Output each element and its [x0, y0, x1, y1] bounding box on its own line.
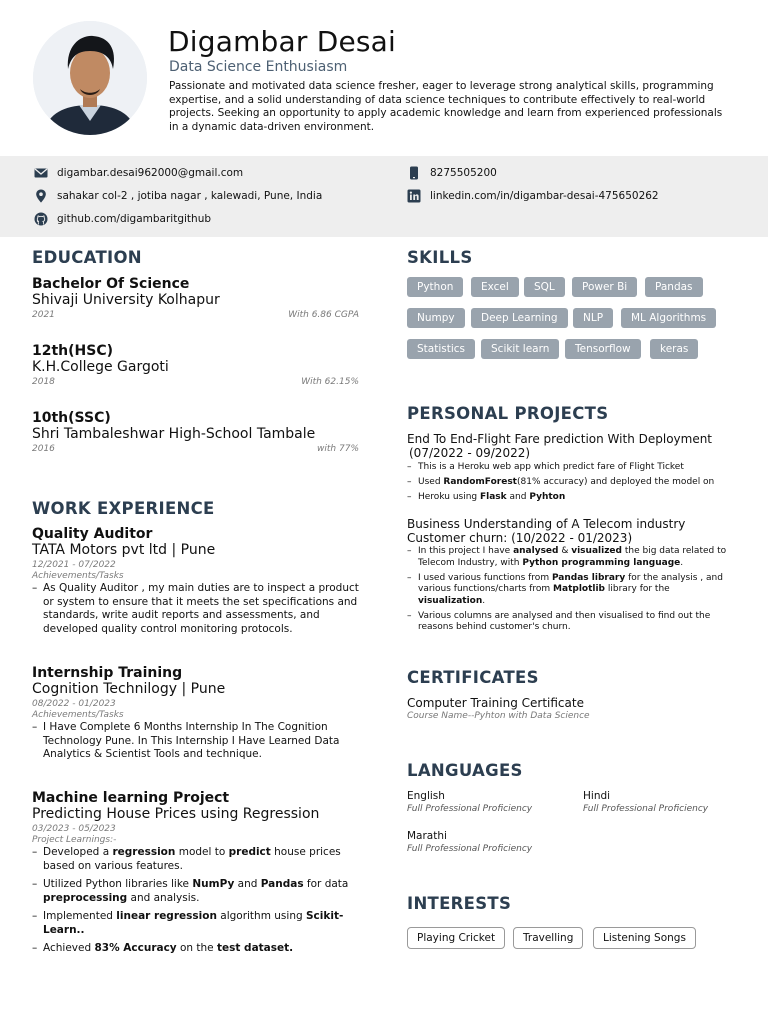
email-text: digambar.desai962000@gmail.com — [57, 167, 244, 179]
job-sublabel: Project Learnings:- — [32, 835, 117, 845]
profile-summary: Passionate and motivated data science fresher, eager to leverage strong analytical skills, programming expertise, and a solid understanding of data science techniques to contribute effectively to real-world projects. Seeking an opportunity to apply academic knowledge and learn from experienced professionals in a dynamic data-driven environment. — [169, 80, 723, 133]
language-item — [583, 790, 708, 814]
project-item — [407, 517, 737, 637]
degree-title: 12th(HSC) — [32, 343, 114, 359]
bullet-item: – Used RandomForest(81% accuracy) and deployed the model on — [407, 477, 737, 489]
job-role: Machine learning Project — [32, 790, 230, 806]
bullet-item: – Heroku using Flask and Pyhton — [407, 492, 737, 504]
work-item — [32, 526, 362, 641]
contact-github[interactable] — [34, 212, 211, 226]
school-name: K.H.College Gargoti — [32, 359, 169, 375]
bullet-item: – I used various functions from Pandas library for the analysis , and various functions/charts from Matplotlib library for the visualization. — [407, 573, 737, 608]
language-level: Full Professional Proficiency — [407, 844, 533, 854]
education-item — [32, 276, 359, 324]
project-bullets — [407, 546, 737, 634]
bullet-item: – This is a Heroku web app which predict fare of Flight Ticket — [407, 462, 737, 474]
interest-tag: Travelling — [513, 927, 583, 949]
skill-tag: Tensorflow — [565, 339, 641, 359]
skill-tag: Scikit learn — [481, 339, 559, 359]
job-sublabel: Achievements/Tasks — [32, 710, 124, 720]
skill-tag: Power Bi — [572, 277, 637, 297]
github-text: github.com/digambaritgithub — [57, 213, 212, 225]
education-year: 2018 — [32, 377, 55, 387]
github-icon — [34, 212, 48, 226]
work-experience-heading: WORK EXPERIENCE — [32, 499, 215, 518]
work-item — [32, 665, 362, 767]
project-dates: Customer churn: (10/2022 - 01/2023) — [407, 531, 633, 545]
candidate-title: Data Science Enthusiasm — [169, 59, 348, 75]
bullet-item: – Various columns are analysed and then visualised to find out the reasons behind customer's churn. — [407, 611, 737, 634]
education-score: With 62.15% — [301, 377, 359, 387]
bullet-item: – I Have Complete 6 Months Internship In The Cognition Technology Pune. In This Internship I Have Learned Data Analytics & Scientist Tools and technique. — [32, 721, 362, 762]
education-score: With 6.86 CGPA — [288, 310, 359, 320]
job-company: Predicting House Prices using Regression — [32, 806, 320, 822]
contact-address — [34, 189, 322, 203]
project-title: Business Understanding of A Telecom industry — [407, 517, 686, 531]
education-year: 2016 — [32, 444, 55, 454]
skill-tag: NLP — [573, 308, 613, 328]
map-pin-icon — [34, 189, 48, 203]
skill-tag: ML Algorithms — [621, 308, 716, 328]
project-title: End To End-Flight Fare prediction With Deployment — [407, 432, 713, 446]
languages-heading: LANGUAGES — [407, 761, 523, 780]
job-sublabel: Achievements/Tasks — [32, 571, 124, 581]
project-dates: (07/2022 - 09/2022) — [409, 446, 531, 460]
contact-phone[interactable] — [407, 166, 497, 180]
job-dates: 03/2023 - 05/2023 — [32, 824, 116, 834]
skill-tag: Python — [407, 277, 463, 297]
project-item — [407, 432, 737, 507]
envelope-icon — [34, 166, 48, 180]
skill-tag: keras — [650, 339, 698, 359]
language-level: Full Professional Proficiency — [583, 804, 709, 814]
phone-icon — [407, 166, 421, 180]
job-bullets — [32, 721, 362, 762]
contact-email[interactable] — [34, 166, 243, 180]
school-name: Shri Tambaleshwar High-School Tambale — [32, 426, 316, 442]
job-bullets — [32, 582, 362, 636]
education-item — [32, 343, 359, 391]
language-name: Marathi — [407, 830, 447, 842]
interest-tag: Playing Cricket — [407, 927, 505, 949]
bullet-item: – As Quality Auditor , my main duties are to inspect a product or system to ensure that it meets the set specifications and standards, write audit reports and assessments, and developed quality control monitoring protocols. — [32, 582, 362, 636]
candidate-name: Digambar Desai — [168, 25, 397, 58]
skill-tag: SQL — [524, 277, 565, 297]
language-name: Hindi — [583, 790, 611, 802]
skills-heading: SKILLS — [407, 248, 473, 267]
language-name: English — [407, 790, 445, 802]
education-score: with 77% — [317, 444, 359, 454]
linkedin-icon — [407, 189, 421, 203]
education-item — [32, 410, 359, 458]
contact-linkedin[interactable] — [407, 189, 659, 203]
interests-heading: INTERESTS — [407, 894, 512, 913]
address-text: sahakar col-2 , jotiba nagar , kalewadi, Pune, India — [57, 190, 323, 202]
job-dates: 08/2022 - 01/2023 — [32, 699, 116, 709]
job-role: Quality Auditor — [32, 526, 153, 542]
certificate-name: Computer Training Certificate — [407, 696, 584, 710]
work-item — [32, 790, 362, 961]
personal-projects-heading: PERSONAL PROJECTS — [407, 404, 609, 423]
language-item — [407, 790, 532, 814]
contact-bar — [0, 156, 768, 237]
education-heading: EDUCATION — [32, 248, 142, 267]
bullet-item: – In this project I have analysed & visualized the big data related to Telecom Industry, with Python programming language. — [407, 546, 737, 569]
school-name: Shivaji University Kolhapur — [32, 292, 220, 308]
skill-tag: Deep Learning — [471, 308, 568, 328]
interest-tag: Listening Songs — [593, 927, 696, 949]
skill-tag: Statistics — [407, 339, 475, 359]
phone-text: 8275505200 — [430, 167, 497, 179]
job-role: Internship Training — [32, 665, 183, 681]
job-dates: 12/2021 - 07/2022 — [32, 560, 116, 570]
language-level: Full Professional Proficiency — [407, 804, 533, 814]
skill-tag: Excel — [471, 277, 519, 297]
bullet-item: – Developed a regression model to predict house prices based on various features. — [32, 846, 362, 873]
project-bullets — [407, 462, 737, 504]
profile-photo — [33, 21, 147, 135]
linkedin-text: linkedin.com/in/digambar-desai-475650262 — [430, 190, 659, 202]
degree-title: 10th(SSC) — [32, 410, 111, 426]
education-year: 2021 — [32, 310, 55, 320]
job-bullets — [32, 846, 362, 956]
skill-tag: Pandas — [645, 277, 703, 297]
certificates-heading: CERTIFICATES — [407, 668, 539, 687]
bullet-item: – Implemented linear regression algorithm using Scikit-Learn.. — [32, 910, 362, 937]
job-company: TATA Motors pvt ltd | Pune — [32, 542, 216, 558]
job-company: Cognition Technilogy | Pune — [32, 681, 226, 697]
skill-tag: Numpy — [407, 308, 465, 328]
language-item — [407, 830, 532, 854]
bullet-item: – Utilized Python libraries like NumPy and Pandas for data preprocessing and analysis. — [32, 878, 362, 905]
certificate-detail: Course Name--Pyhton with Data Science — [407, 711, 590, 721]
bullet-item: – Achieved 83% Accuracy on the test dataset. — [32, 942, 362, 956]
degree-title: Bachelor Of Science — [32, 276, 190, 292]
